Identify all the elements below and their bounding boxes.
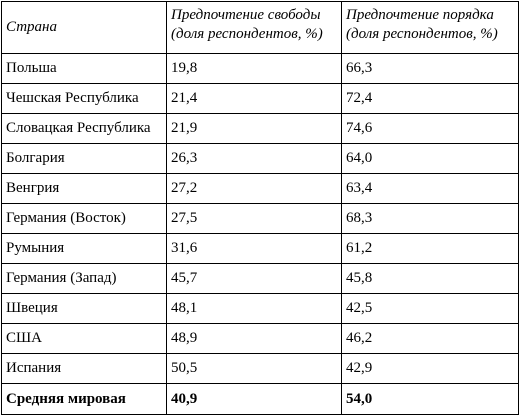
cell-country: Болгария [2, 144, 167, 174]
cell-freedom-total: 40,9 [167, 384, 342, 415]
cell-freedom: 19,8 [167, 54, 342, 84]
table-row [2, 234, 519, 264]
table-row [2, 294, 519, 324]
cell-country: Венгрия [2, 174, 167, 204]
table-row [2, 144, 519, 174]
table-row [2, 204, 519, 234]
cell-freedom: 27,2 [167, 174, 342, 204]
cell-country: Польша [2, 54, 167, 84]
table-row [2, 264, 519, 294]
header-row [2, 2, 519, 54]
cell-country: Испания [2, 354, 167, 384]
cell-country: Германия (Восток) [2, 204, 167, 234]
table-row [2, 324, 519, 354]
cell-freedom: 45,7 [167, 264, 342, 294]
table-body [2, 54, 519, 415]
cell-order: 63,4 [342, 174, 519, 204]
cell-country: Чешская Республика [2, 84, 167, 114]
cell-freedom: 48,1 [167, 294, 342, 324]
cell-freedom: 26,3 [167, 144, 342, 174]
cell-country: США [2, 324, 167, 354]
cell-country: Румыния [2, 234, 167, 264]
cell-order: 66,3 [342, 54, 519, 84]
cell-country-total: Средняя мировая [2, 384, 167, 415]
table-row [2, 114, 519, 144]
data-table [1, 1, 519, 415]
cell-country: Швеция [2, 294, 167, 324]
cell-freedom: 50,5 [167, 354, 342, 384]
header-country: Страна [2, 2, 167, 54]
cell-order: 46,2 [342, 324, 519, 354]
cell-freedom: 27,5 [167, 204, 342, 234]
cell-freedom: 21,4 [167, 84, 342, 114]
table-row [2, 174, 519, 204]
cell-order-total: 54,0 [342, 384, 519, 415]
cell-order: 68,3 [342, 204, 519, 234]
cell-order: 74,6 [342, 114, 519, 144]
table-row [2, 354, 519, 384]
cell-order: 61,2 [342, 234, 519, 264]
header-freedom: Предпочтение свободы (доля респондентов, %) [167, 2, 342, 54]
cell-freedom: 48,9 [167, 324, 342, 354]
cell-order: 42,5 [342, 294, 519, 324]
header-order: Предпочтение порядка (доля респондентов, %) [342, 2, 519, 54]
cell-country: Германия (Запад) [2, 264, 167, 294]
cell-order: 42,9 [342, 354, 519, 384]
cell-order: 72,4 [342, 84, 519, 114]
table-row [2, 54, 519, 84]
cell-freedom: 21,9 [167, 114, 342, 144]
cell-freedom: 31,6 [167, 234, 342, 264]
cell-order: 45,8 [342, 264, 519, 294]
table-row [2, 84, 519, 114]
cell-order: 64,0 [342, 144, 519, 174]
cell-country: Словацкая Республика [2, 114, 167, 144]
